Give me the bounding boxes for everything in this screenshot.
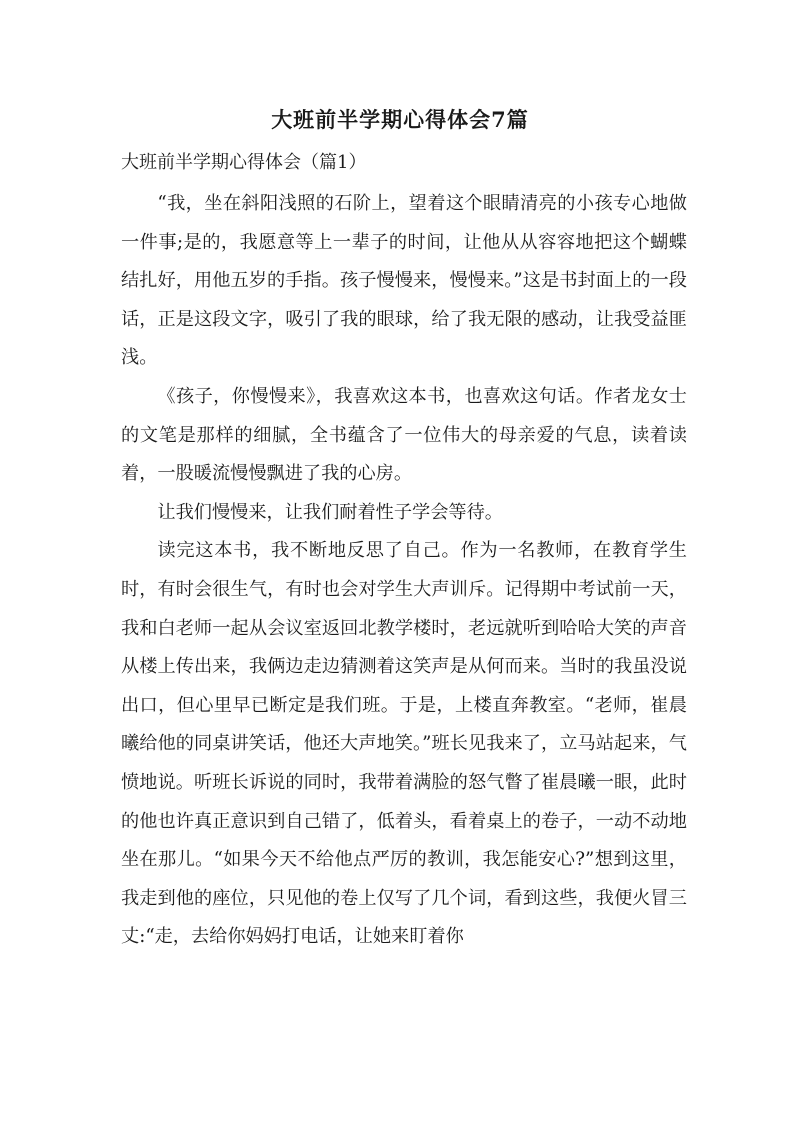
section-heading: 大班前半学期心得体会（篇1） xyxy=(121,152,367,173)
paragraph-4: 读完这本书，我不断地反思了自己。作为一名教师，在教育学生时，有时会很生气，有时也会对学生大声训斥。记得期中考试前一天，我和白老师一起从会议室返回北教学楼时，老远就听到哈哈大笑的声音从楼上传出来，我俩边走边猜测着这笑声是从何而来。当时的我虽没说出口，但心里早已断定是我们班。于是，上楼直奔教室。“老师，崔晨曦给他的同桌讲笑话，他还大声地笑。”班长见我来了，立马站起来，气愤地说。听班长诉说的同时，我带着满脸的怒气瞥了崔晨曦一眼，此时的他也许真正意识到自己错了，低着头，看着桌上的卷子，一动不动地坐在那儿。“如果今天不给他点严厉的教训，我怎能安心?”想到这里，我走到他的座位，只见他的卷上仅写了几个词，看到这些，我便火冒三丈:“走，去给你妈妈打电话，让她来盯着你 xyxy=(121,540,687,948)
document-title: 大班前半学期心得体会7篇 xyxy=(271,107,529,132)
paragraph-1: “我，坐在斜阳浅照的石阶上，望着这个眼睛清亮的小孩专心地做一件事;是的，我愿意等上一辈子的时间，让他从从容容地把这个蝴蝶结扎好，用他五岁的手指。孩子慢慢来，慢慢来。”这是书封面上的一段话，正是这段文字，吸引了我的眼球，给了我无限的感动，让我受益匪浅。 xyxy=(121,193,687,369)
document-body xyxy=(121,185,687,957)
paragraph-2: 《孩子，你慢慢来》，我喜欢这本书，也喜欢这句话。作者龙女士的文笔是那样的细腻，全书蕴含了一位伟大的母亲爱的气息，读着读着，一股暖流慢慢飘进了我的心房。 xyxy=(121,385,687,485)
paragraph-3: 让我们慢慢来，让我们耐着性子学会等待。 xyxy=(157,501,503,523)
